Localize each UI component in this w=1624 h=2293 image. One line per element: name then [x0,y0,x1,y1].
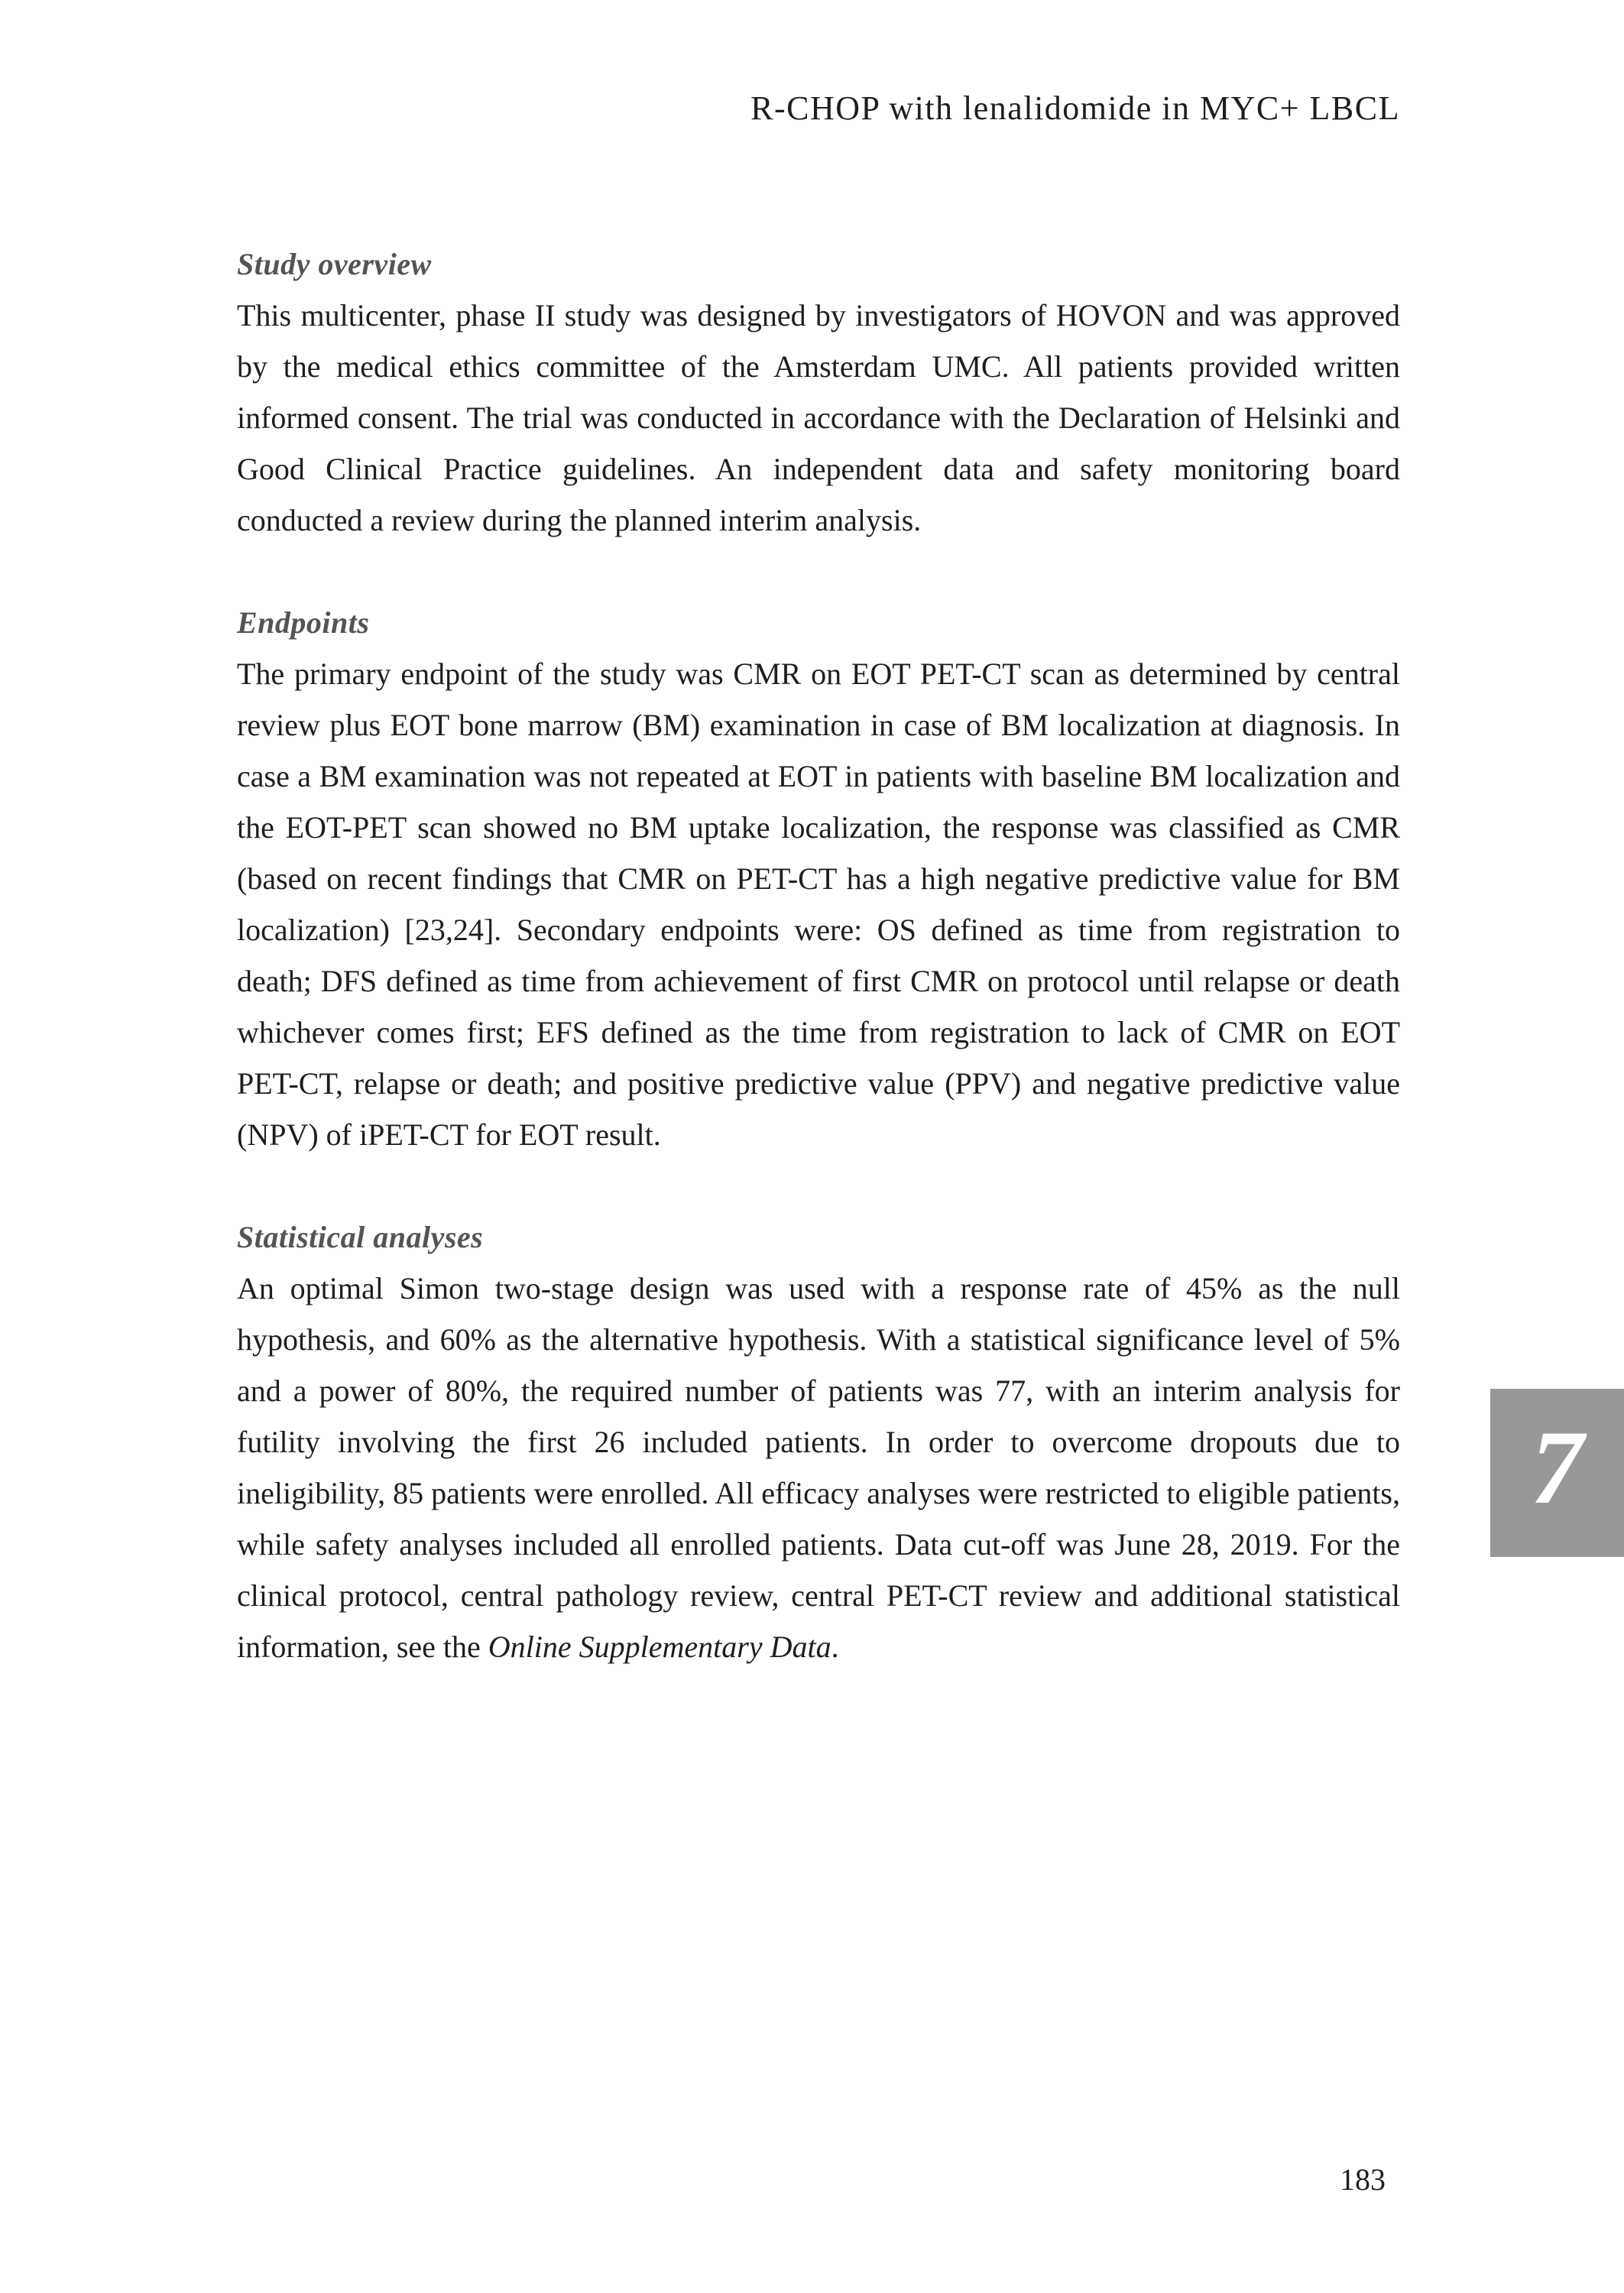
section-statistical-analyses [237,1211,1400,1672]
chapter-number: 7 [1531,1409,1583,1526]
section-body-statistical-analyses [237,1263,1400,1672]
text-run: . [831,1630,839,1664]
page-number: 183 [1340,2162,1386,2197]
page-content [237,238,1400,1672]
section-study-overview [237,238,1400,546]
running-header: R-CHOP with lenalidomide in MYC+ LBCL [750,89,1400,127]
section-endpoints [237,597,1400,1160]
text-run: An optimal Simon two-stage design was used with a response rate of 45% as the null hypothesis, and 60% as the alternative hypothesis. With a statistical significance level of 5% and a power of 80%, the required number of patients was 77, with an interim analysis for futility involving the first 26 included patients. In order to overcome dropouts due to ineligibility, 85 patients were enrolled. All efficacy analyses were restricted to eligible patients, while safety analyses included all enrolled patients. Data cut-off was June 28, 2019. For the clinical protocol, central pathology review, central PET-CT review and additional statistical information, see the [237,1271,1400,1664]
section-body-study-overview: This multicenter, phase II study was designed by investigators of HOVON and was approved by the medical ethics committee of the Amsterdam UMC. All patients provided written informed consent. The trial was conducted in accordance with the Declaration of Helsinki and Good Clinical Practice guidelines. An independent data and safety monitoring board conducted a review during the planned interim analysis. [237,298,1400,537]
section-heading-study-overview: Study overview [237,247,432,281]
section-heading-endpoints: Endpoints [237,605,370,640]
chapter-tab [1490,1389,1624,1557]
section-body-endpoints: The primary endpoint of the study was CMR on EOT PET-CT scan as determined by central review plus EOT bone marrow (BM) examination in case of BM localization at diagnosis. In case a BM examination was not repeated at EOT in patients with baseline BM localization and the EOT-PET scan showed no BM uptake localization, the response was classified as CMR (based on recent findings that CMR on PET-CT has a high negative predictive value for BM localization) [23,24]. Secondary endpoints were: OS defined as time from registration to death; DFS defined as time from achievement of first CMR on protocol until relapse or death whichever comes first; EFS defined as the time from registration to lack of CMR on EOT PET-CT, relapse or death; and positive predictive value (PPV) and negative predictive value (NPV) of iPET-CT for EOT result. [237,657,1400,1152]
section-heading-statistical-analyses: Statistical analyses [237,1220,484,1254]
italic-run-online-supplementary-data: Online Supplementary Data [488,1630,831,1664]
